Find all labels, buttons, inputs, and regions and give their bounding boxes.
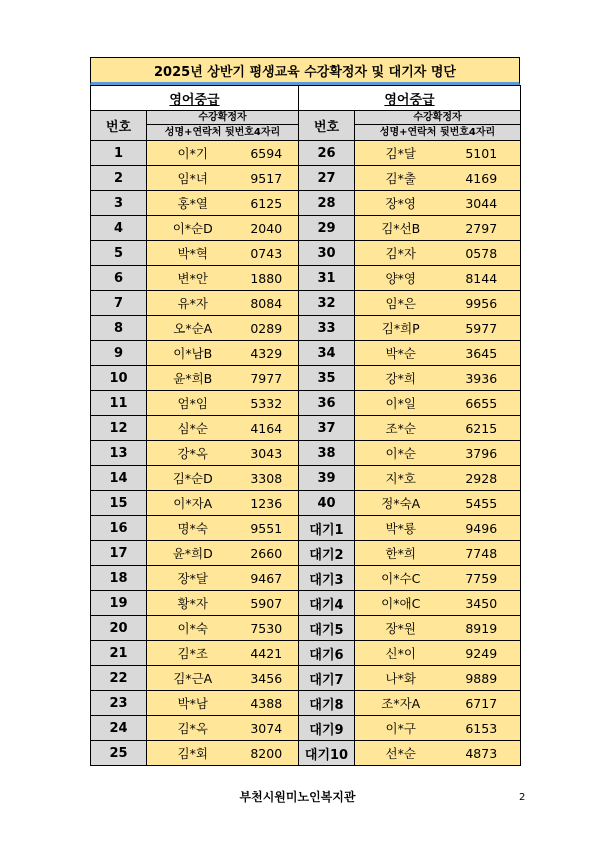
left-row-name: 김*근A	[147, 666, 235, 691]
left-number-header: 번호	[91, 111, 147, 141]
right-row-number: 대기2	[299, 541, 355, 566]
table-row	[91, 341, 521, 366]
table-row	[91, 441, 521, 466]
right-row-phone: 3044	[443, 191, 521, 216]
left-row-number: 25	[91, 741, 147, 766]
left-row-name: 이*자A	[147, 491, 235, 516]
right-row-number: 40	[299, 491, 355, 516]
right-row-number: 36	[299, 391, 355, 416]
right-row-name: 나*화	[355, 666, 443, 691]
table-row	[91, 391, 521, 416]
right-row-phone: 6153	[443, 716, 521, 741]
left-row-name: 김*옥	[147, 716, 235, 741]
left-row-phone: 3456	[235, 666, 299, 691]
roster-table	[90, 85, 521, 766]
table-row	[91, 666, 521, 691]
left-row-phone: 3043	[235, 441, 299, 466]
left-row-number: 15	[91, 491, 147, 516]
right-row-name: 선*순	[355, 741, 443, 766]
right-row-number: 34	[299, 341, 355, 366]
right-row-number: 39	[299, 466, 355, 491]
right-row-name: 이*일	[355, 391, 443, 416]
left-row-number: 7	[91, 291, 147, 316]
left-sub-header: 성명+연락처 뒷번호4자리	[147, 125, 299, 141]
table-row	[91, 241, 521, 266]
left-row-number: 16	[91, 516, 147, 541]
table-row	[91, 266, 521, 291]
right-row-phone: 4169	[443, 166, 521, 191]
left-row-phone: 6125	[235, 191, 299, 216]
right-row-phone: 6215	[443, 416, 521, 441]
left-row-number: 18	[91, 566, 147, 591]
table-row	[91, 566, 521, 591]
left-row-name: 이*순D	[147, 216, 235, 241]
right-group-header: 수강확정자	[355, 111, 521, 125]
left-row-number: 3	[91, 191, 147, 216]
right-row-number: 32	[299, 291, 355, 316]
right-row-phone: 9956	[443, 291, 521, 316]
right-row-phone: 5455	[443, 491, 521, 516]
left-row-name: 오*순A	[147, 316, 235, 341]
right-row-number: 대기7	[299, 666, 355, 691]
right-row-number: 대기10	[299, 741, 355, 766]
right-row-phone: 9889	[443, 666, 521, 691]
footer-organization: 부천시원미노인복지관	[239, 790, 356, 804]
left-row-name: 명*숙	[147, 516, 235, 541]
left-row-phone: 1236	[235, 491, 299, 516]
right-row-name: 조*자A	[355, 691, 443, 716]
left-row-phone: 0743	[235, 241, 299, 266]
right-row-number: 38	[299, 441, 355, 466]
left-row-number: 13	[91, 441, 147, 466]
right-row-number: 대기9	[299, 716, 355, 741]
left-row-number: 23	[91, 691, 147, 716]
table-row	[91, 416, 521, 441]
right-row-phone: 3796	[443, 441, 521, 466]
table-row	[91, 641, 521, 666]
left-row-number: 24	[91, 716, 147, 741]
right-row-number: 대기1	[299, 516, 355, 541]
right-row-name: 김*자	[355, 241, 443, 266]
right-section-title: 영어중급	[299, 86, 521, 111]
left-row-phone: 3074	[235, 716, 299, 741]
right-row-phone: 6717	[443, 691, 521, 716]
left-row-number: 12	[91, 416, 147, 441]
right-row-name: 이*수C	[355, 566, 443, 591]
left-row-number: 8	[91, 316, 147, 341]
table-row	[91, 216, 521, 241]
left-row-phone: 4421	[235, 641, 299, 666]
right-row-name: 김*출	[355, 166, 443, 191]
table-row	[91, 191, 521, 216]
left-row-name: 심*순	[147, 416, 235, 441]
table-row	[91, 716, 521, 741]
left-row-phone: 2040	[235, 216, 299, 241]
right-row-name: 장*영	[355, 191, 443, 216]
document-title: 2025년 상반기 평생교육 수강확정자 및 대기자 명단	[90, 57, 520, 85]
right-row-number: 27	[299, 166, 355, 191]
left-row-phone: 4164	[235, 416, 299, 441]
right-row-name: 강*희	[355, 366, 443, 391]
right-row-number: 대기3	[299, 566, 355, 591]
left-row-name: 강*옥	[147, 441, 235, 466]
right-row-name: 장*원	[355, 616, 443, 641]
left-row-name: 임*녀	[147, 166, 235, 191]
page-number: 2	[519, 792, 526, 803]
right-row-name: 이*애C	[355, 591, 443, 616]
right-row-name: 지*호	[355, 466, 443, 491]
left-row-number: 1	[91, 141, 147, 166]
left-row-name: 윤*희D	[147, 541, 235, 566]
left-row-phone: 9467	[235, 566, 299, 591]
left-row-number: 9	[91, 341, 147, 366]
right-row-phone: 8919	[443, 616, 521, 641]
right-row-number: 30	[299, 241, 355, 266]
roster-sheet	[90, 57, 520, 766]
left-row-name: 이*남B	[147, 341, 235, 366]
right-row-number: 대기5	[299, 616, 355, 641]
right-row-number: 대기6	[299, 641, 355, 666]
left-section-title: 영어중급	[91, 86, 299, 111]
table-row	[91, 741, 521, 766]
right-row-phone: 9496	[443, 516, 521, 541]
right-row-name: 김*달	[355, 141, 443, 166]
left-row-name: 이*기	[147, 141, 235, 166]
right-row-phone: 4873	[443, 741, 521, 766]
left-row-number: 4	[91, 216, 147, 241]
table-row	[91, 316, 521, 341]
right-row-name: 조*순	[355, 416, 443, 441]
left-row-name: 홍*열	[147, 191, 235, 216]
left-row-name: 김*조	[147, 641, 235, 666]
left-row-number: 10	[91, 366, 147, 391]
left-row-number: 6	[91, 266, 147, 291]
left-row-number: 14	[91, 466, 147, 491]
right-row-number: 37	[299, 416, 355, 441]
left-row-name: 김*순D	[147, 466, 235, 491]
right-row-phone: 3450	[443, 591, 521, 616]
left-row-name: 이*숙	[147, 616, 235, 641]
right-row-name: 정*숙A	[355, 491, 443, 516]
left-row-name: 황*자	[147, 591, 235, 616]
right-row-name: 김*희P	[355, 316, 443, 341]
right-row-phone: 3936	[443, 366, 521, 391]
left-row-name: 변*안	[147, 266, 235, 291]
table-row	[91, 516, 521, 541]
table-row	[91, 491, 521, 516]
table-row	[91, 616, 521, 641]
left-row-number: 17	[91, 541, 147, 566]
left-row-phone: 2660	[235, 541, 299, 566]
right-row-phone: 7759	[443, 566, 521, 591]
left-row-phone: 7977	[235, 366, 299, 391]
right-row-phone: 8144	[443, 266, 521, 291]
left-row-number: 22	[91, 666, 147, 691]
left-row-phone: 5332	[235, 391, 299, 416]
left-row-phone: 8200	[235, 741, 299, 766]
right-row-name: 신*이	[355, 641, 443, 666]
left-row-phone: 4388	[235, 691, 299, 716]
right-row-phone: 9249	[443, 641, 521, 666]
right-row-phone: 2797	[443, 216, 521, 241]
right-row-name: 이*구	[355, 716, 443, 741]
right-row-number: 대기8	[299, 691, 355, 716]
left-row-phone: 3308	[235, 466, 299, 491]
right-row-phone: 5977	[443, 316, 521, 341]
right-row-phone: 5101	[443, 141, 521, 166]
left-row-number: 11	[91, 391, 147, 416]
table-row	[91, 466, 521, 491]
right-row-name: 양*영	[355, 266, 443, 291]
left-row-name: 김*회	[147, 741, 235, 766]
left-group-header: 수강확정자	[147, 111, 299, 125]
left-row-number: 2	[91, 166, 147, 191]
left-row-name: 박*혁	[147, 241, 235, 266]
left-row-phone: 9517	[235, 166, 299, 191]
left-row-phone: 1880	[235, 266, 299, 291]
right-number-header: 번호	[299, 111, 355, 141]
table-row	[91, 166, 521, 191]
right-row-number: 29	[299, 216, 355, 241]
left-row-phone: 9551	[235, 516, 299, 541]
right-row-number: 대기4	[299, 591, 355, 616]
right-row-number: 26	[299, 141, 355, 166]
table-row	[91, 591, 521, 616]
left-row-name: 장*달	[147, 566, 235, 591]
right-row-phone: 3645	[443, 341, 521, 366]
right-row-name: 이*순	[355, 441, 443, 466]
left-row-name: 유*자	[147, 291, 235, 316]
table-row	[91, 291, 521, 316]
left-row-phone: 5907	[235, 591, 299, 616]
left-row-phone: 0289	[235, 316, 299, 341]
right-row-phone: 0578	[443, 241, 521, 266]
left-row-number: 5	[91, 241, 147, 266]
left-row-name: 박*남	[147, 691, 235, 716]
left-row-name: 윤*희B	[147, 366, 235, 391]
left-row-number: 19	[91, 591, 147, 616]
table-row	[91, 366, 521, 391]
right-row-name: 한*희	[355, 541, 443, 566]
left-row-phone: 4329	[235, 341, 299, 366]
right-row-name: 박*룡	[355, 516, 443, 541]
right-row-name: 김*선B	[355, 216, 443, 241]
right-row-name: 임*은	[355, 291, 443, 316]
right-row-number: 33	[299, 316, 355, 341]
left-row-number: 21	[91, 641, 147, 666]
right-row-number: 28	[299, 191, 355, 216]
table-row	[91, 541, 521, 566]
right-row-phone: 7748	[443, 541, 521, 566]
right-row-name: 박*순	[355, 341, 443, 366]
table-row	[91, 691, 521, 716]
right-row-number: 31	[299, 266, 355, 291]
left-row-name: 엄*임	[147, 391, 235, 416]
left-row-phone: 7530	[235, 616, 299, 641]
left-row-phone: 6594	[235, 141, 299, 166]
right-row-phone: 6655	[443, 391, 521, 416]
right-row-phone: 2928	[443, 466, 521, 491]
right-row-number: 35	[299, 366, 355, 391]
left-row-phone: 8084	[235, 291, 299, 316]
table-row	[91, 141, 521, 166]
right-sub-header: 성명+연락처 뒷번호4자리	[355, 125, 521, 141]
left-row-number: 20	[91, 616, 147, 641]
